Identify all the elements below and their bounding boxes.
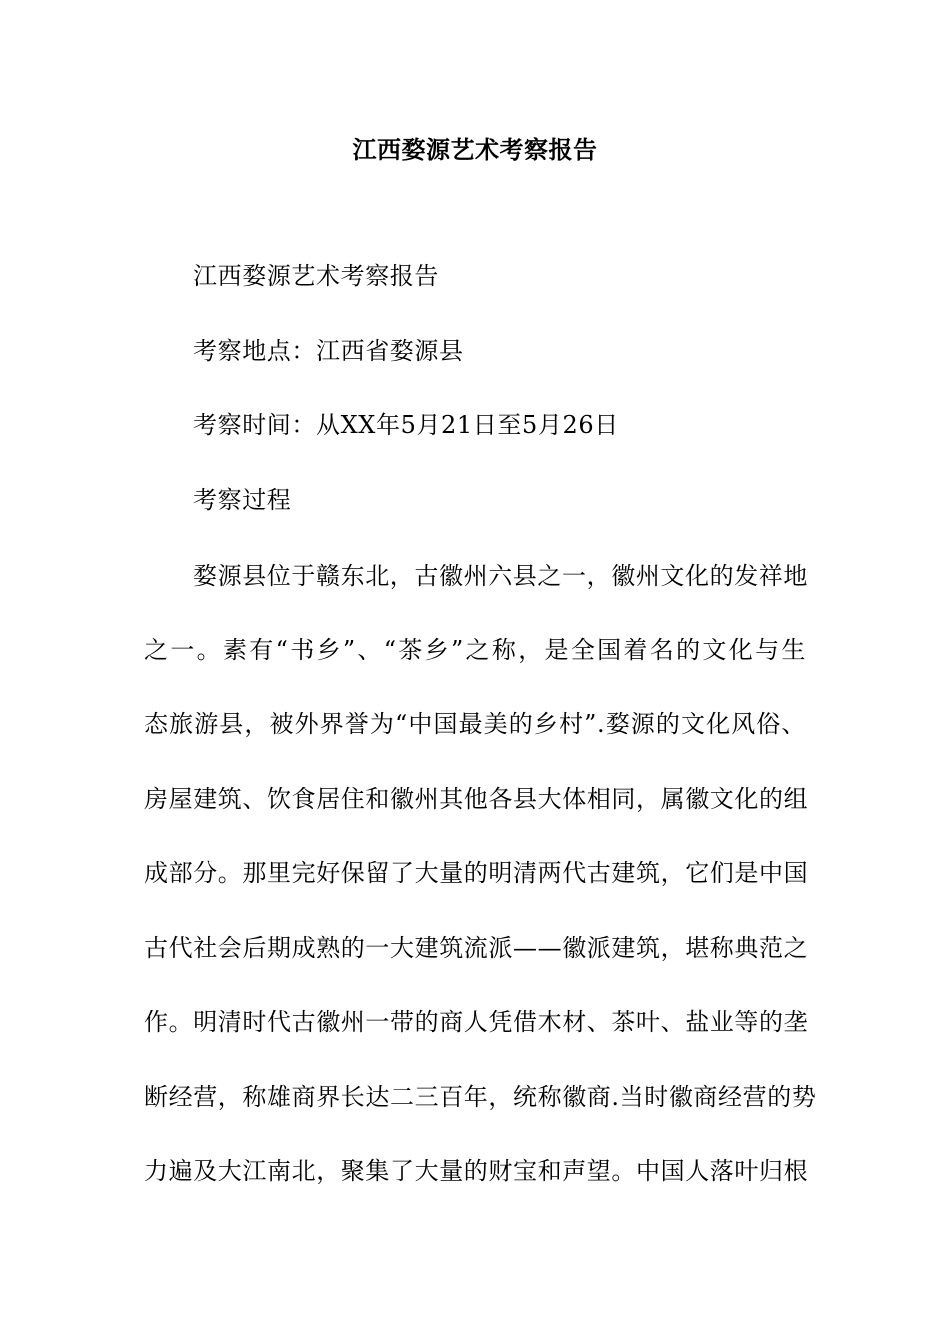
body-line-6: 古代社会后期成熟的一大建筑流派——徽派建筑，堪称典范之 (144, 934, 809, 962)
body-line-8: 断经营，称雄商界长达二三百年，统称徽商.当时徽商经营的势 (144, 1083, 817, 1111)
body-line-4: 房屋建筑、饮食居住和徽州其他各县大体相同，属徽文化的组 (144, 785, 809, 813)
body-line-2: 之一。素有“书乡”、“茶乡”之称，是全国着名的文化与生 (144, 636, 806, 664)
date-line: 考察时间：从XX年5月21日至5月26日 (193, 411, 619, 439)
body-line-1: 婺源县位于赣东北，古徽州六县之一，徽州文化的发祥地 (193, 562, 808, 590)
body-line-3: 态旅游县，被外界誉为“中国最美的乡村”.婺源的文化风俗、 (144, 710, 806, 738)
body-line-7: 作。明清时代古徽州一带的商人凭借木材、茶叶、盐业等的垄 (144, 1008, 809, 1036)
report-heading-line: 江西婺源艺术考察报告 (193, 262, 439, 290)
body-line-5: 成部分。那里完好保留了大量的明清两代古建筑，它们是中国 (144, 859, 809, 887)
section-heading-process: 考察过程 (193, 486, 292, 514)
body-line-9: 力遍及大江南北，聚集了大量的财宝和声望。中国人落叶归根 (144, 1157, 809, 1185)
location-line: 考察地点：江西省婺源县 (193, 337, 464, 365)
document-title: 江西婺源艺术考察报告 (352, 135, 598, 164)
